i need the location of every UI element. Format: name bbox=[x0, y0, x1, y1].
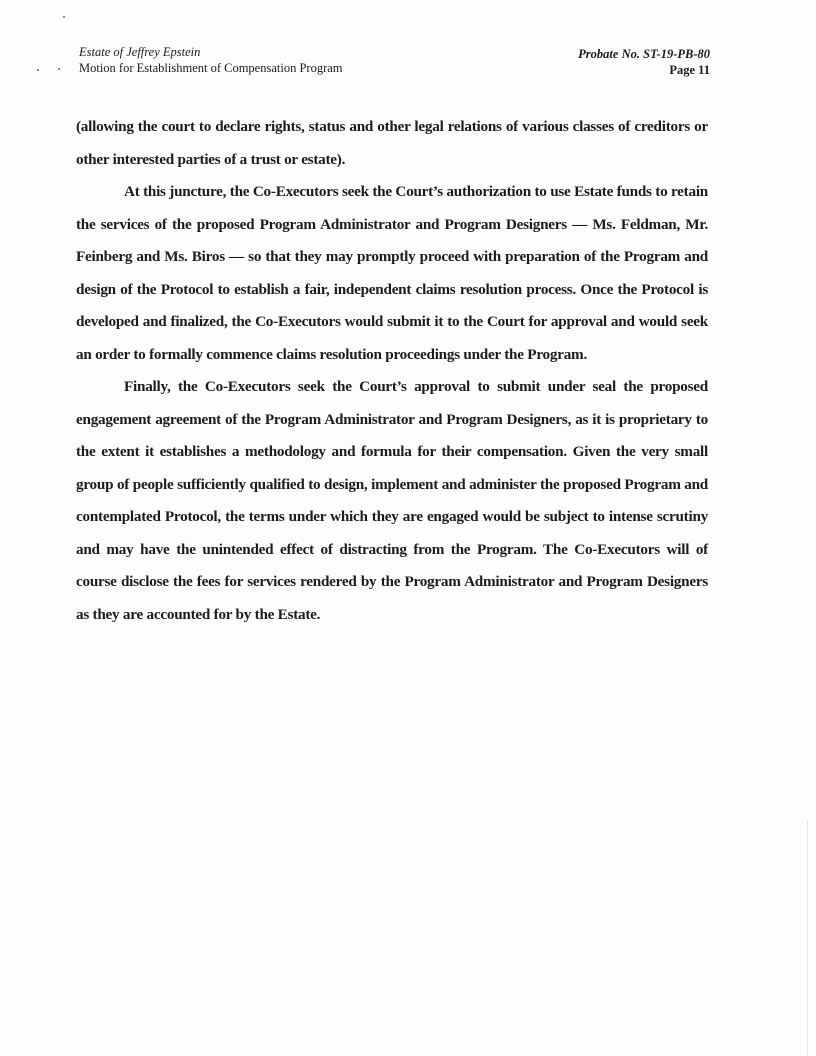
paragraph-continuation: (allowing the court to declare rights, status and other legal relations of various classes of creditors or other interested parties of a trust or estate). bbox=[76, 118, 708, 168]
scan-edge bbox=[807, 820, 808, 1056]
running-header-right bbox=[578, 46, 710, 78]
scan-speck bbox=[58, 68, 60, 70]
paragraph-authorization: At this juncture, the Co-Executors seek the Court’s authorization to use Estate funds to retain the services of the proposed Program Administrator and Program Designers — Ms. Feldman, Mr. Feinberg and Ms. Biros — so that they may promptly proceed with preparation of the Program and design of the Protocol to establish a fair, independent claims resolution process. Once the Protocol is developed and finalized, the Co-Executors would submit it to the Court for approval and would seek an order to formally commence claims resolution proceedings under the Program. bbox=[76, 183, 708, 363]
scan-speck bbox=[37, 69, 39, 71]
paragraph-seal-request: Finally, the Co-Executors seek the Court’s approval to submit under seal the proposed engagement agreement of the Program Administrator and Program Designers, as it is proprietary to the extent it establishes a methodology and formula for their compensation. Given the very small group of people sufficiently qualified to design, implement and administer the proposed Program and contemplated Protocol, the terms under which they are engaged would be subject to intense scrutiny and may have the unintended effect of distracting from the Program. The Co-Executors will of course disclose the fees for services rendered by the Program Administrator and Program Designers as they are accounted for by the Estate. bbox=[76, 378, 708, 623]
motion-title: Motion for Establishment of Compensation Program bbox=[79, 61, 343, 75]
document-body bbox=[76, 111, 708, 631]
case-title: Estate of Jeffrey Epstein bbox=[79, 45, 201, 59]
running-header-left bbox=[79, 44, 343, 76]
scan-speck bbox=[63, 16, 65, 18]
probate-number: Probate No. ST-19-PB-80 bbox=[578, 47, 710, 61]
page-number: Page 11 bbox=[669, 63, 710, 77]
